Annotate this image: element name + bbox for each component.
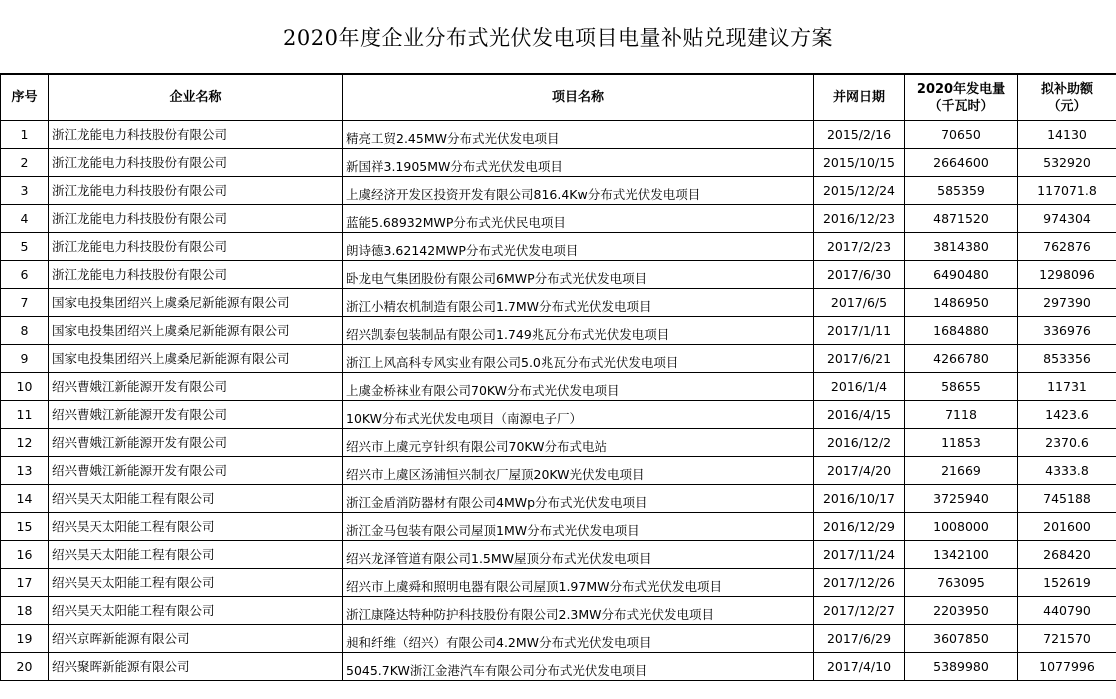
cell-date: 2017/4/20 [814,457,905,485]
cell-subsidy: 1423.6 [1018,401,1116,429]
cell-seq: 7 [1,289,49,317]
cell-subsidy: 853356 [1018,345,1116,373]
cell-date: 2016/1/4 [814,373,905,401]
table-row [1,597,1116,625]
table-row [1,541,1116,569]
cell-output: 7118 [905,401,1018,429]
table-row [1,345,1116,373]
cell-output: 5389980 [905,653,1018,681]
header-row [1,75,1116,121]
cell-date: 2017/6/29 [814,625,905,653]
cell-output: 1008000 [905,513,1018,541]
cell-company: 绍兴曹娥江新能源开发有限公司 [49,429,343,457]
cell-project: 绍兴龙泽管道有限公司1.5MW屋顶分布式光伏发电项目 [343,541,814,569]
header-output-line1: 2020年发电量 [916,81,1006,97]
cell-output: 3814380 [905,233,1018,261]
cell-company: 绍兴曹娥江新能源开发有限公司 [49,401,343,429]
cell-output: 2203950 [905,597,1018,625]
cell-date: 2016/12/29 [814,513,905,541]
cell-subsidy: 297390 [1018,289,1116,317]
cell-project: 上虞经济开发区投资开发有限公司816.4Kw分布式光伏发电项目 [343,177,814,205]
cell-company: 绍兴京晖新能源有限公司 [49,625,343,653]
cell-project: 5045.7KW浙江金港汽车有限公司分布式光伏发电项目 [343,653,814,681]
cell-project: 朗诗德3.62142MWP分布式光伏发电项目 [343,233,814,261]
cell-project: 新国祥3.1905MW分布式光伏发电项目 [343,149,814,177]
cell-project: 浙江金马包装有限公司屋顶1MW分布式光伏发电项目 [343,513,814,541]
cell-project: 蓝能5.68932MWP分布式光伏民电项目 [343,205,814,233]
header-project: 项目名称 [343,75,814,121]
cell-project: 10KW分布式光伏发电项目（南源电子厂） [343,401,814,429]
cell-date: 2017/12/27 [814,597,905,625]
cell-project: 绍兴市上虞舜和照明电器有限公司屋顶1.97MW分布式光伏发电项目 [343,569,814,597]
cell-output: 21669 [905,457,1018,485]
cell-company: 绍兴昊天太阳能工程有限公司 [49,541,343,569]
cell-subsidy: 201600 [1018,513,1116,541]
cell-subsidy: 532920 [1018,149,1116,177]
table-row [1,233,1116,261]
cell-subsidy: 1298096 [1018,261,1116,289]
cell-company: 国家电投集团绍兴上虞桑尼新能源有限公司 [49,345,343,373]
cell-project: 卧龙电气集团股份有限公司6MWP分布式光伏发电项目 [343,261,814,289]
cell-seq: 14 [1,485,49,513]
cell-subsidy: 117071.8 [1018,177,1116,205]
cell-subsidy: 268420 [1018,541,1116,569]
cell-company: 浙江龙能电力科技股份有限公司 [49,149,343,177]
table-row [1,429,1116,457]
cell-output: 4871520 [905,205,1018,233]
table-row [1,625,1116,653]
cell-date: 2015/10/15 [814,149,905,177]
cell-subsidy: 2370.6 [1018,429,1116,457]
cell-seq: 2 [1,149,49,177]
cell-seq: 5 [1,233,49,261]
header-seq: 序号 [1,75,49,121]
cell-company: 绍兴昊天太阳能工程有限公司 [49,569,343,597]
cell-subsidy: 11731 [1018,373,1116,401]
cell-seq: 16 [1,541,49,569]
cell-date: 2017/1/11 [814,317,905,345]
cell-project: 绍兴凯泰包装制品有限公司1.749兆瓦分布式光伏发电项目 [343,317,814,345]
header-subsidy [1018,75,1116,121]
cell-company: 浙江龙能电力科技股份有限公司 [49,121,343,149]
cell-output: 763095 [905,569,1018,597]
table-row [1,513,1116,541]
cell-company: 国家电投集团绍兴上虞桑尼新能源有限公司 [49,317,343,345]
cell-project: 精亮工贸2.45MW分布式光伏发电项目 [343,121,814,149]
cell-company: 浙江龙能电力科技股份有限公司 [49,261,343,289]
cell-date: 2015/12/24 [814,177,905,205]
table-row [1,373,1116,401]
cell-project: 浙江上风高科专风实业有限公司5.0兆瓦分布式光伏发电项目 [343,345,814,373]
cell-subsidy: 152619 [1018,569,1116,597]
cell-date: 2017/6/5 [814,289,905,317]
cell-date: 2017/4/10 [814,653,905,681]
cell-seq: 10 [1,373,49,401]
cell-project: 浙江金盾消防器材有限公司4MWp分布式光伏发电项目 [343,485,814,513]
cell-project: 浙江康隆达特种防护科技股份有限公司2.3MW分布式光伏发电项目 [343,597,814,625]
cell-subsidy: 1077996 [1018,653,1116,681]
cell-seq: 12 [1,429,49,457]
table-row [1,317,1116,345]
cell-project: 昶和纤维（绍兴）有限公司4.2MW分布式光伏发电项目 [343,625,814,653]
cell-company: 浙江龙能电力科技股份有限公司 [49,205,343,233]
cell-seq: 11 [1,401,49,429]
table-row [1,261,1116,289]
cell-company: 浙江龙能电力科技股份有限公司 [49,233,343,261]
cell-seq: 17 [1,569,49,597]
cell-output: 6490480 [905,261,1018,289]
cell-seq: 6 [1,261,49,289]
header-date: 并网日期 [814,75,905,121]
cell-date: 2016/10/17 [814,485,905,513]
cell-output: 58655 [905,373,1018,401]
cell-seq: 4 [1,205,49,233]
cell-company: 绍兴昊天太阳能工程有限公司 [49,597,343,625]
cell-seq: 3 [1,177,49,205]
cell-date: 2017/6/30 [814,261,905,289]
cell-output: 2664600 [905,149,1018,177]
cell-date: 2015/2/16 [814,121,905,149]
cell-company: 绍兴聚晖新能源有限公司 [49,653,343,681]
cell-seq: 18 [1,597,49,625]
cell-company: 浙江龙能电力科技股份有限公司 [49,177,343,205]
header-output [905,75,1018,121]
cell-seq: 19 [1,625,49,653]
cell-subsidy: 974304 [1018,205,1116,233]
cell-company: 绍兴昊天太阳能工程有限公司 [49,485,343,513]
cell-output: 70650 [905,121,1018,149]
cell-date: 2017/6/21 [814,345,905,373]
cell-date: 2016/12/2 [814,429,905,457]
table-row [1,569,1116,597]
cell-project: 浙江小精农机制造有限公司1.7MW分布式光伏发电项目 [343,289,814,317]
cell-subsidy: 336976 [1018,317,1116,345]
cell-output: 1486950 [905,289,1018,317]
header-subsidy-line1: 拟补助额 [1040,81,1093,97]
table-row [1,457,1116,485]
table-row [1,289,1116,317]
table-row [1,401,1116,429]
cell-project: 上虞金桥袜业有限公司70KW分布式光伏发电项目 [343,373,814,401]
header-output-line2: （千瓦时） [928,98,994,114]
cell-output: 11853 [905,429,1018,457]
cell-company: 绍兴曹娥江新能源开发有限公司 [49,457,343,485]
cell-subsidy: 440790 [1018,597,1116,625]
cell-output: 585359 [905,177,1018,205]
table-row [1,121,1116,149]
cell-seq: 9 [1,345,49,373]
cell-output: 4266780 [905,345,1018,373]
cell-date: 2016/4/15 [814,401,905,429]
header-company: 企业名称 [49,75,343,121]
cell-company: 绍兴昊天太阳能工程有限公司 [49,513,343,541]
cell-output: 3725940 [905,485,1018,513]
cell-company: 绍兴曹娥江新能源开发有限公司 [49,373,343,401]
cell-seq: 20 [1,653,49,681]
cell-project: 绍兴市上虞区汤浦恒兴制衣厂屋顶20KW光伏发电项目 [343,457,814,485]
subsidy-table [0,74,1116,681]
cell-seq: 8 [1,317,49,345]
cell-subsidy: 745188 [1018,485,1116,513]
cell-date: 2017/11/24 [814,541,905,569]
cell-output: 1342100 [905,541,1018,569]
table-row [1,653,1116,681]
page-title: 2020年度企业分布式光伏发电项目电量补贴兑现建议方案 [0,0,1116,74]
cell-subsidy: 4333.8 [1018,457,1116,485]
cell-seq: 13 [1,457,49,485]
header-subsidy-line2: （元） [1047,98,1087,114]
cell-project: 绍兴市上虞元亨针织有限公司70KW分布式电站 [343,429,814,457]
cell-date: 2017/2/23 [814,233,905,261]
table-row [1,485,1116,513]
cell-date: 2016/12/23 [814,205,905,233]
table-row [1,177,1116,205]
table-row [1,149,1116,177]
cell-output: 3607850 [905,625,1018,653]
cell-output: 1684880 [905,317,1018,345]
cell-seq: 15 [1,513,49,541]
table-body [1,121,1116,681]
cell-subsidy: 14130 [1018,121,1116,149]
cell-date: 2017/12/26 [814,569,905,597]
cell-subsidy: 721570 [1018,625,1116,653]
cell-seq: 1 [1,121,49,149]
cell-subsidy: 762876 [1018,233,1116,261]
cell-company: 国家电投集团绍兴上虞桑尼新能源有限公司 [49,289,343,317]
table-row [1,205,1116,233]
